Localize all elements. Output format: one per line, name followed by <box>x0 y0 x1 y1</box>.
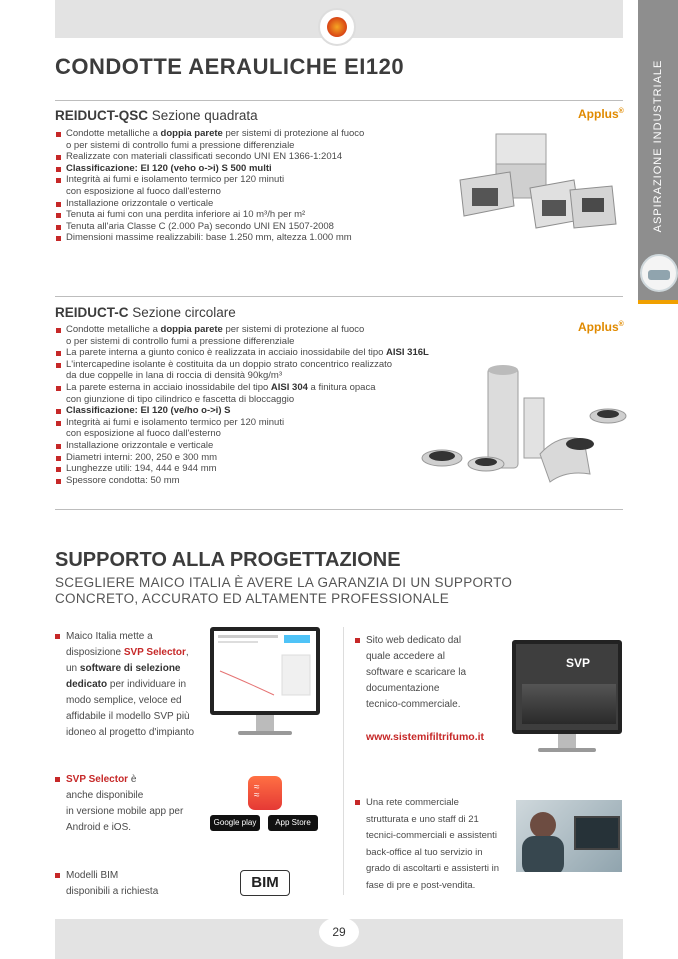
section2-list <box>55 324 429 486</box>
sidebar-accent <box>638 300 678 304</box>
applus-logo: Applus® <box>578 107 624 121</box>
list-item: Installazione orizzontale e verticale <box>55 440 429 452</box>
section1-title: REIDUCT-QSC Sezione quadrata <box>55 108 258 123</box>
list-item: Integrità ai fumi e isolamento termico per 120 minuti con esposizione al fuoco dall'esterno <box>55 174 364 197</box>
column-divider <box>343 627 344 895</box>
square-duct-image <box>450 128 620 238</box>
divider <box>55 100 623 101</box>
list-item: Tenuta ai fumi con una perdita inferiore ai 10 m³/h per m² <box>55 209 364 221</box>
sales-network-text: Una rete commerciale strutturata e uno staff di 21 tecnici-commerciali e assistenti back-office al tuo servizio in grado di ascoltarti e assisterti in fase di pre e post-vendita. <box>355 795 499 894</box>
circular-duct-image <box>420 362 630 492</box>
applus-logo: Applus® <box>578 320 624 334</box>
support-subtitle: SCEGLIERE MAICO ITALIA È AVERE LA GARANZIA DI UN SUPPORTO CONCRETO, ACCURATO ED ALTAMENTE PROFESSIONALE <box>55 575 513 606</box>
list-item: L'intercapedine isolante è costituita da un doppio strato concentrico realizzato da due coppelle in lana di roccia di densità 90kg/m³ <box>55 359 429 382</box>
list-item: Condotte metalliche a doppia parete per sistemi di protezione al fuoco o per sistemi di controllo fumi a pressione differenziale <box>55 128 364 151</box>
fan-icon <box>640 254 678 292</box>
list-item: Diametri interni: 200, 250 e 300 mm <box>55 452 429 464</box>
list-item: La parete esterna in acciaio inossidabile del tipo AISI 304 a finitura opaca con giunzione di tipo cilindrico e fascetta di bloccaggio <box>55 382 429 405</box>
website-text: Sito web dedicato dal quale accedere al software e scaricare la documentazione tecnico-commerciale. <box>355 633 466 713</box>
list-item: La parete interna a giunto conico è realizzata in acciaio inossidabile del tipo AISI 316L <box>55 347 429 359</box>
svp-app-icon: ≈ ≈ <box>248 776 282 810</box>
bim-text: Modelli BIM disponibili a richiesta <box>55 868 158 900</box>
google-play-badge[interactable]: Google play <box>210 815 260 831</box>
office-staff-image <box>516 800 622 872</box>
list-item: Tenuta all'aria Classe C (2.000 Pa) secondo UNI EN 1507-2008 <box>55 221 364 233</box>
list-item: Lunghezze utili: 194, 444 e 944 mm <box>55 463 429 475</box>
divider <box>55 296 623 297</box>
website-link[interactable]: www.sistemifiltrifumo.it <box>366 731 485 743</box>
list-item: Spessore condotta: 50 mm <box>55 475 429 487</box>
main-title: CONDOTTE AERAULICHE EI120 <box>55 54 405 79</box>
sidebar-label: ASPIRAZIONE INDUSTRIALE <box>652 59 664 233</box>
mobile-app-text: SVP Selector è anche disponibile in versione mobile app per Android e iOS. <box>55 772 183 836</box>
list-item: Classificazione: EI 120 (ve/ho o->i) S <box>55 405 429 417</box>
list-item: Installazione orizzontale o verticale <box>55 198 364 210</box>
page-number: 29 <box>319 917 359 947</box>
list-item: Condotte metalliche a doppia parete per sistemi di protezione al fuoco o per sistemi di controllo fumi a pressione differenziale <box>55 324 429 347</box>
list-item: Classificazione: EI 120 (veho o->i) S 500 multi <box>55 163 364 175</box>
list-item: Realizzate con materiali classificati secondo UNI EN 1366-1:2014 <box>55 151 364 163</box>
bim-logo: BIM <box>240 870 290 896</box>
svp-screen-label: SVP <box>566 656 591 670</box>
app-store-badge[interactable]: App Store <box>268 815 318 831</box>
list-item: Integrità ai fumi e isolamento termico per 120 minuti con esposizione al fuoco dall'esterno <box>55 417 429 440</box>
divider <box>55 509 623 510</box>
fire-logo-icon <box>318 8 356 46</box>
section1-list <box>55 128 364 244</box>
section2-title: REIDUCT-C Sezione circolare <box>55 305 236 320</box>
svp-selector-text: Maico Italia mette a disposizione SVP Selector, un software di selezione dedicato per individuare in modo semplice, veloce ed affidabile il modello SVP più idoneo al progetto d'impianto <box>55 629 194 741</box>
list-item: Dimensioni massime realizzabili: base 1.250 mm, altezza 1.000 mm <box>55 232 364 244</box>
support-title: SUPPORTO ALLA PROGETTAZIONE <box>55 549 401 571</box>
